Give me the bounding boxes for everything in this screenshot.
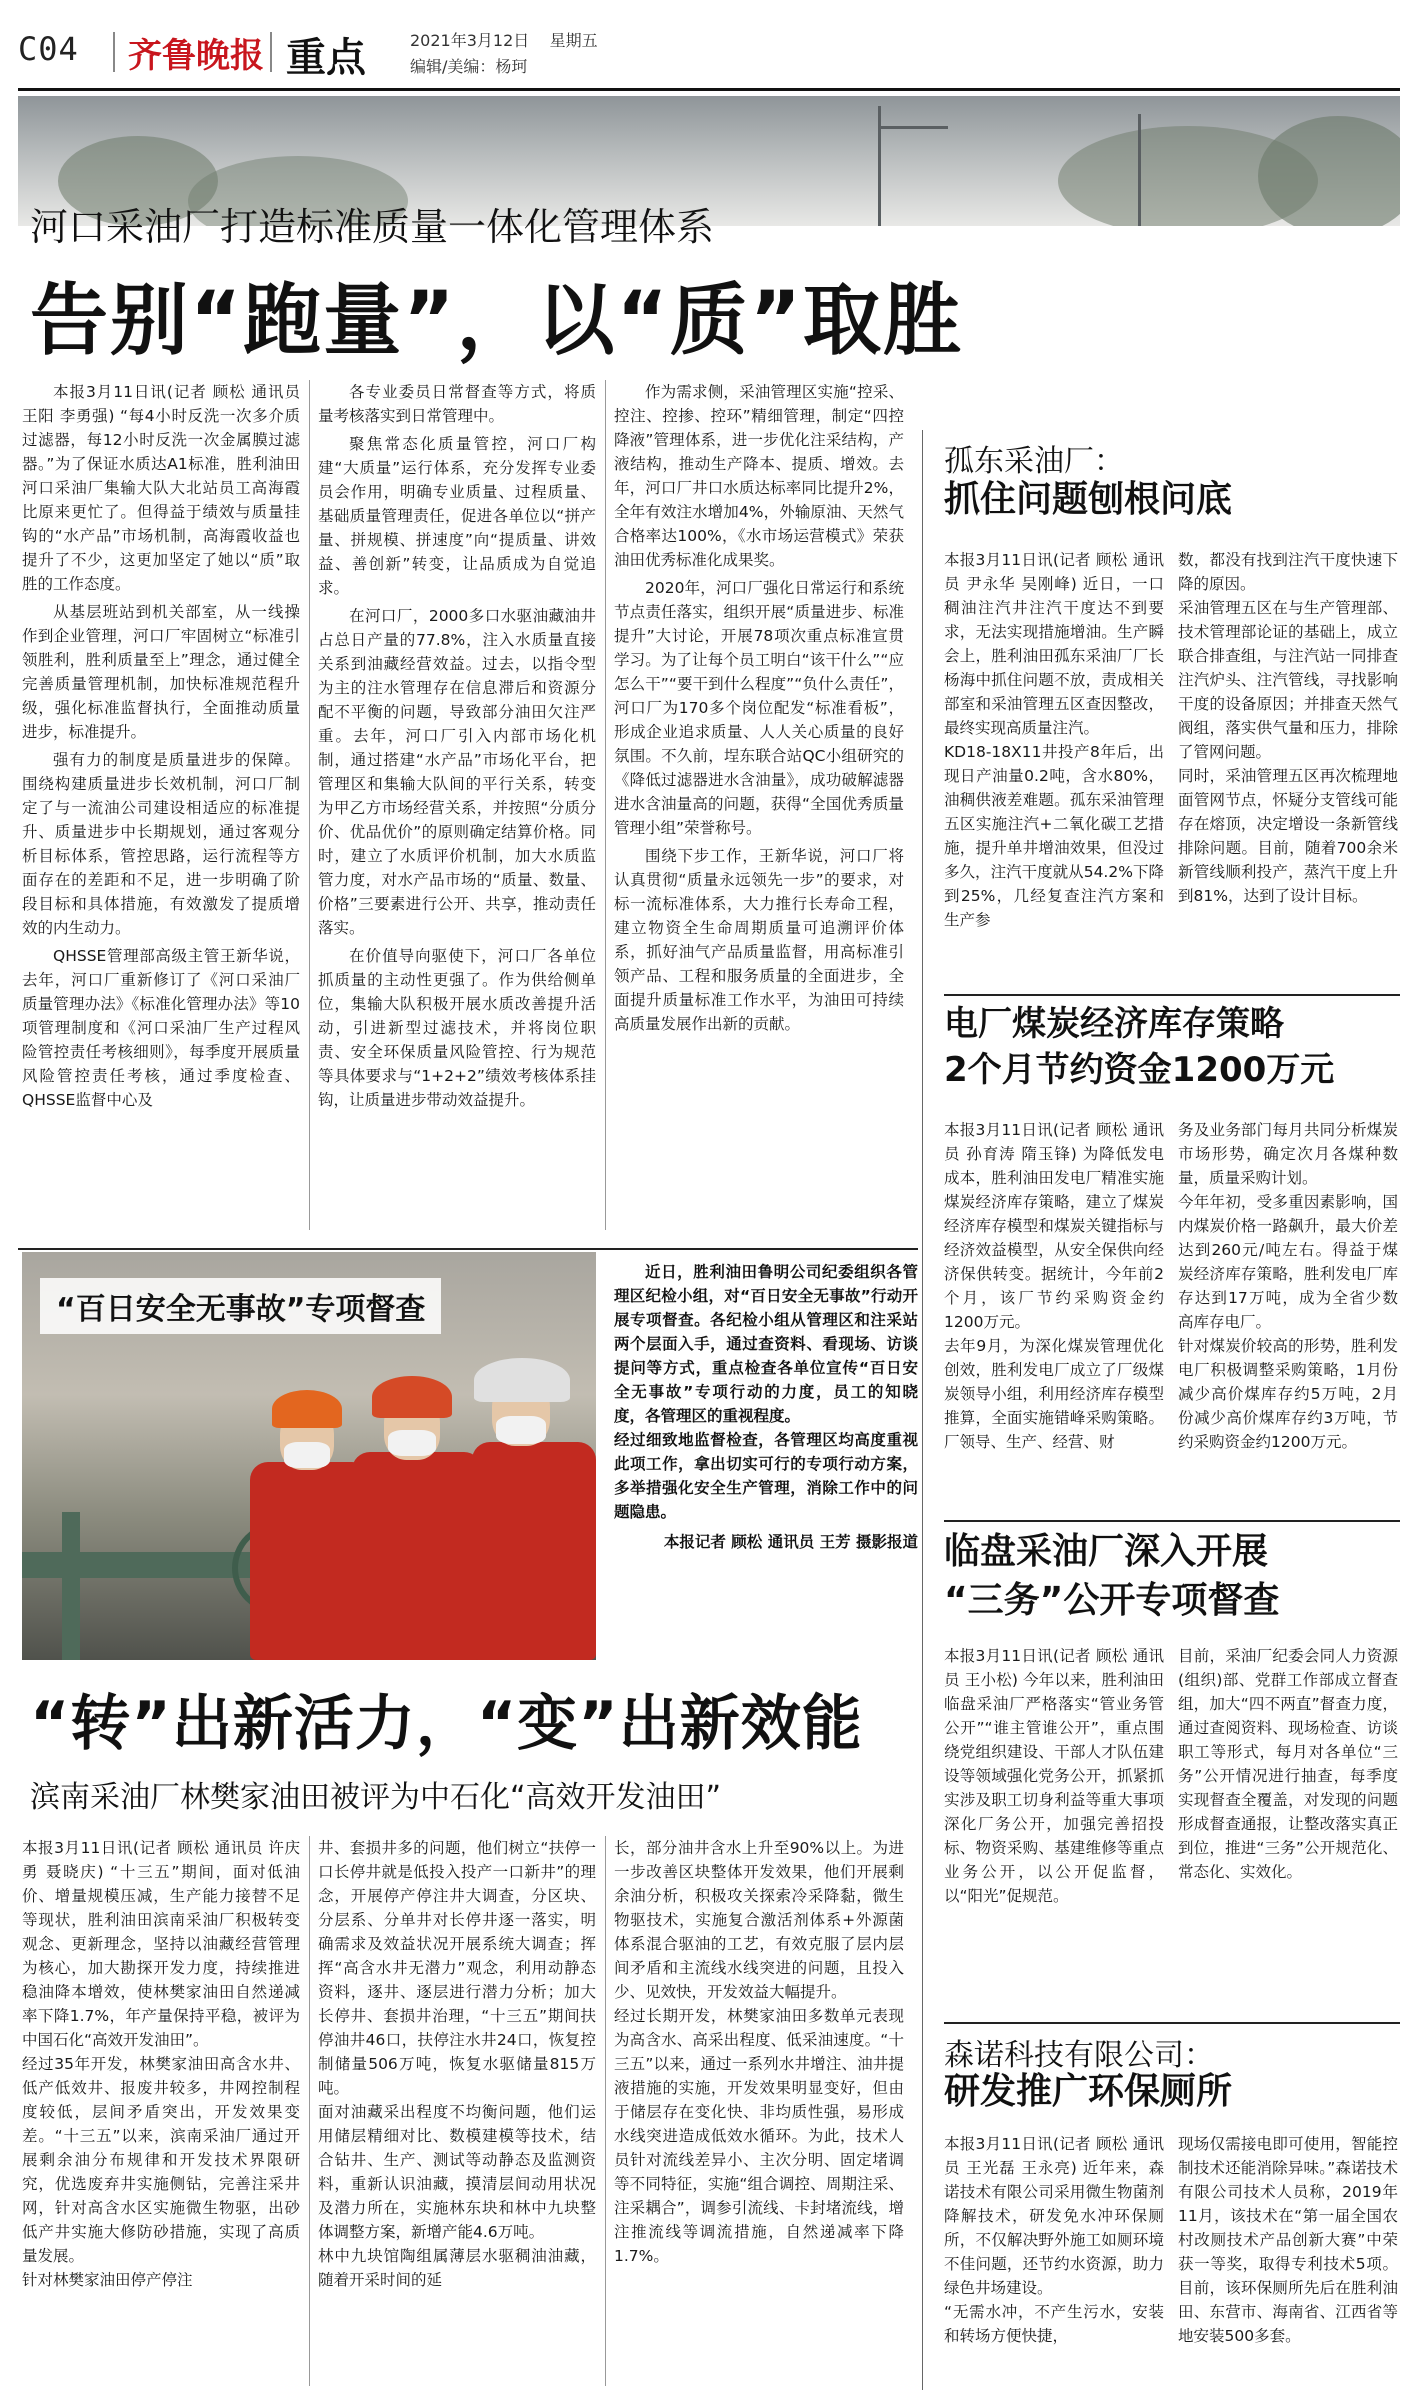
lead-column-1 — [22, 380, 300, 1238]
column-divider — [309, 380, 310, 1230]
weekday-text: 星期五 — [549, 31, 598, 50]
lead-paragraph: 聚焦常态化质量管控，河口厂构建“大质量”运行体系，充分发挥专业委员会作用，明确专业质量、过程质量、基础质量管理责任，促进各单位以“拼产量、拼规模、拼速度”向“提质量、讲效益、善创新”转变，让品质成为自觉追求。 — [318, 435, 596, 598]
gudong-kicker: 孤东采油厂： — [944, 444, 1124, 479]
binnan-column-3: 长，部分油井含水上升至90%以上。为进一步改善区块整体开发效果，他们开展剩余油分析，积极攻关探索冷采降黏，微生物驱技术，实施复合激活剂体系+外源菌体系混合驱油的工艺，有效克服了层内层间矛盾和主流线水线突进的问题，且投入少、见效快，开发效益大幅提升。 经过长期开发，林樊家油田多数单元表现为高含水、高采出程度、低采油速度。“十三五”以来，通过一系列水井增注、油井提液措施的实施，开发效果明显变好，但由于储层存在变化快、非均质性强，易形成水线突进造成低效水循环。为此，技术人员针对流线差异小、主次分明、固定堵调等不同特征，实施“组合调控、周期注采、注采耦合”，调参引流线、卡封堵流线，增注推流线等调流措施，自然递减率下降1.7%。 — [614, 1839, 904, 2266]
lead-headline: 告别“跑量”，以“质”取胜 — [30, 276, 964, 366]
section-name: 重点 — [286, 35, 366, 81]
column-divider — [309, 1836, 310, 2386]
power-title: 电厂煤炭经济库存策略 2个月节约资金1200万元 — [944, 1004, 1335, 1090]
lead-column-2 — [318, 380, 596, 1238]
sennuo-column-a: 本报3月11日讯(记者 顾松 通讯员 王光磊 王永亮) 近年来，森诺技术有限公司采用微生物菌剂降解技术，研发免水冲环保厕所，不仅解决野外施工如厕环境不佳问题，还节约水资源，助力绿色井场建设。 “无需水冲，不产生污水，安装和转场方便快捷， — [944, 2135, 1164, 2346]
right-rail-divider — [922, 430, 923, 2390]
masthead — [18, 24, 1398, 84]
lead-column-3 — [614, 380, 904, 1238]
section-rule — [944, 2022, 1400, 2024]
gudong-title: 抓住问题刨根问底 — [944, 479, 1233, 520]
lead-paragraph: QHSSE管理部高级主管王新华说，去年，河口厂重新修订了《河口采油厂质量管理办法》《标准化管理办法》等10项管理制度和《河口采油厂生产过程风险管控责任考核细则》，每季度开展质量风险管控责任考核，通过季度检查、QHSSE监督中心及 — [22, 947, 300, 1110]
power-column-b: 务及业务部门每月共同分析煤炭市场形势，确定次月各煤种数量，质量采购计划。 今年年初，受多重因素影响，国内煤炭价格一路飙升，最大价差达到260元/吨左右。得益于煤炭经济库存策略，胜利发电厂库存达到17万吨，成为全省少数高库存电厂。 针对煤炭价较高的形势，胜利发电厂积极调整采购策略，1月份减少高价煤库存约5万吨，2月份减少高价煤库存约3万吨，节约采购资金约1200万元。 — [1178, 1121, 1398, 1452]
lead-kicker: 河口采油厂打造标准质量一体化管理体系 — [30, 205, 715, 249]
power-column-a: 本报3月11日讯(记者 顾松 通讯员 孙育涛 隋玉锋) 为降低发电成本，胜利油田发电厂精准实施煤炭经济库存策略，建立了煤炭经济库存模型和煤炭关键指标与经济效益模型，从安全保供向经济保供转变。据统计，今年前2个月，该厂节约采购资金约1200万元。 去年9月，为深化煤炭管理优化创效，胜利发电厂成立了厂级煤炭领导小组，利用经济库存模型推算，全面实施错峰采购策略。厂领导、生产、经营、财 — [944, 1121, 1164, 1452]
date-text: 2021年3月12日 — [410, 31, 530, 50]
photo-story-paragraph: 近日，胜利油田鲁明公司纪委组织各管理区纪检小组，对“百日安全无事故”行动开展专项督查。各纪检小组从管理区和注采站两个层面入手，通过查资料、看现场、访谈提问等方式，重点检查各单位宣传“百日安全无事故”专项行动的力度，员工的知晓度，各管理区的重视程度。 经过细致地监督检查，各管理区均高度重视此项工作，拿出切实可行的专项行动方案，多举措强化安全生产管理，消除工作中的问题隐患。 — [614, 1263, 918, 1522]
column-divider — [605, 380, 606, 1230]
binnan-subtitle: 滨南采油厂林樊家油田被评为中石化“高效开发油田” — [30, 1780, 722, 1815]
binnan-headline: “转”出新活力，“变”出新效能 — [30, 1689, 863, 1759]
sennuo-title: 研发推广环保厕所 — [944, 2071, 1233, 2112]
lead-paragraph: 作为需求侧，采油管理区实施“控采、控注、控掺、控环”精细管理，制定“四控降液”管理体系，进一步优化注采结构，产液结构，推动生产降本、提质、增效。去年，河口厂井口水质达标率同比提升2%，全年有效注水增加4%，外输原油、天然气合格率达100%，《水市场运营模式》荣获油田优秀标准化成果奖。 — [614, 383, 904, 570]
header-rule — [18, 88, 1400, 91]
gudong-column-a: 本报3月11日讯(记者 顾松 通讯员 尹永华 吴刚峰) 近日，一口稠油注汽井注汽干度达不到要求，无法实现措施增油。生产瞬会上，胜利油田孤东采油厂厂长杨海中抓住问题不放，责成相关部室和采油管理五区查因整改，最终实现高质量注汽。 KD18-18X11井投产8年后，出现日产油量0.2吨，含水80%，油稠供液差难题。孤东采油管理五区实施注汽+二氧化碳工艺措施，提升单井增油效果，但没过多久，注汽干度就从54.2%下降到25%，几经复查注汽方案和生产参 — [944, 551, 1164, 930]
lead-paragraph: 在河口厂，2000多口水驱油藏油井占总日产量的77.8%，注入水质量直接关系到油藏经营效益。过去，以指令型为主的注水管理存在信息滞后和资源分配不平衡的问题，导致部分油田欠注严重。去年，河口厂引入内部市场化机制，通过搭建“水产品”市场化平台，把管理区和集输大队间的平行关系，转变为甲乙方市场经营关系，并按照“分质分价、优品优价”的原则确定结算价格。同时，建立了水质评价机制，加大水质监管力度，对水产品市场的“质量、数量、价格”三要素进行公开、共享，推动责任落实。 — [318, 607, 596, 938]
sennuo-column-b: 现场仅需接电即可使用，智能控制技术还能消除异味。”森诺技术有限公司技术人员称，2019年11月，该技术在“第一届全国农村改厕技术产品创新大赛”中荣获一等奖，取得专利技术5项。目前，该环保厕所先后在胜利油田、东营市、海南省、江西省等地安装500多套。 — [1178, 2135, 1398, 2346]
binnan-column-1: 本报3月11日讯(记者 顾松 通讯员 许庆勇 聂晓庆) “十三五”期间，面对低油价、增量规模压减，生产能力接替不足等现状，胜利油田滨南采油厂积极转变观念、更新理念，坚持以油藏经营管理为核心，加大勘探开发力度，持续推进稳油降本增效，使林樊家油田自然递减率下降1.7%，年产量保持平稳，被评为中国石化“高效开发油田”。 经过35年开发，林樊家油田高含水井、低产低效井、报废井较多，井网控制程度较低，层间矛盾突出，开发效果变差。“十三五”以来，滨南采油厂通过开展剩余油分布规律和开发技术界限研究，优选废弃井实施侧钻，完善注采井网，针对高含水区实施微生物驱，出砂低产井实施大修防砂措施，实现了高质量发展。 针对林樊家油田停产停注 — [22, 1839, 300, 2290]
lead-paragraph: 各专业委员日常督查等方式，将质量考核落实到日常管理中。 — [318, 383, 596, 426]
safety-inspection-photo — [22, 1252, 596, 1660]
lead-paragraph: 从基层班站到机关部室，从一线操作到企业管理，河口厂牢固树立“标准引领胜利，胜利质量至上”理念，通过健全完善质量管理机制，加快标准规范程升级，强化标准监督执行，全面推动质量进步，标准提升。 — [22, 603, 300, 742]
section-rule — [944, 1520, 1400, 1522]
photo-story-text — [614, 1260, 918, 1554]
lead-paragraph: 本报3月11日讯(记者 顾松 通讯员 王阳 李勇强) “每4小时反洗一次多介质过滤器，每12小时反洗一次金属膜过滤器。”为了保证水质达A1标准，胜利油田河口采油厂集输大队大北站员工高海霞比原来更忙了。但得益于绩效与质量挂钩的“水产品”市场机制，高海霞收益也提升了不少，这更加坚定了她以“质”取胜的工作态度。 — [22, 383, 300, 594]
issue-date — [410, 28, 598, 51]
column-divider — [605, 1836, 606, 2386]
linpan-column-a: 本报3月11日讯(记者 顾松 通讯员 王小松) 今年以来，胜利油田临盘采油厂严格落实“管业务管公开”“谁主管谁公开”，重点围绕党组织建设、干部人才队伍建设等领域强化党务公开，抓紧抓实涉及职工切身利益等重大事项深化厂务公开，加强完善招投标、物资采购、基建维修等重点业务公开，以公开促监督，以“阳光”促规范。 — [944, 1647, 1164, 1906]
header-divider — [113, 32, 115, 72]
editor-credit: 编辑/美编：杨珂 — [410, 57, 528, 76]
lead-paragraph: 2020年，河口厂强化日常运行和系统节点责任落实，组织开展“质量进步、标准提升”大讨论，开展78项次重点标准宣贯学习。为了让每个员工明白“该干什么”“应怎么干”“要干到什么程度”“负什么责任”，河口厂为170多个岗位配发“标准看板”，形成企业追求质量、人人关心质量的良好氛围。不久前，埕东联合站QC小组研究的《降低过滤器进水含油量》，成功破解滤器进水含油量高的问题，获得“全国优秀质量管理小组”荣誉称号。 — [614, 579, 904, 838]
lead-paragraph: 强有力的制度是质量进步的保障。围绕构建质量进步长效机制，河口厂制定了与一流油公司建设相适应的标准提升、质量进步中长期规划，通过客观分析目标体系，管控思路，运行流程等方面存在的差距和不足，进一步明确了阶段目标和具体措施，有效激发了提质增效的内生动力。 — [22, 751, 300, 938]
section-rule — [18, 1248, 918, 1250]
linpan-title: 临盘采油厂深入开展 “三务”公开专项督查 — [944, 1531, 1280, 1621]
header-divider — [270, 32, 272, 72]
page-number: C04 — [18, 30, 79, 68]
section-rule — [944, 994, 1400, 996]
linpan-column-b: 目前，采油厂纪委会同人力资源(组织)部、党群工作部成立督查组，加大“四不两直”督查力度，通过查阅资料、现场检查、访谈职工等形式，每月对各单位“三务”公开情况进行抽查，每季度实现督查全覆盖，对发现的问题形成督查通报，让整改落实真正到位，推进“三务”公开规范化、常态化、实效化。 — [1178, 1647, 1398, 1882]
newspaper-logo: 齐鲁晚报 — [128, 36, 264, 76]
lead-paragraph: 在价值导向驱使下，河口厂各单位抓质量的主动性更强了。作为供给侧单位，集输大队积极开展水质改善提升活动，引进新型过滤技术，并将岗位职责、安全环保质量风险管控、行为规范等具体要求与“1+2+2”绩效考核体系挂钩，让质量进步带动效益提升。 — [318, 947, 596, 1110]
photo-caption: “百日安全无事故”专项督查 — [40, 1278, 441, 1334]
lead-paragraph: 围绕下步工作，王新华说，河口厂将认真贯彻“质量永远领先一步”的要求，对标一流标准体系，大力推行长寿命工程，建立物资全生命周期质量可追溯评价体系，抓好油气产品质量监督，用高标准引领产品、工程和服务质量的全面进步，全面提升质量标准工作水平，为油田可持续高质量发展作出新的贡献。 — [614, 847, 904, 1034]
photo-byline: 本报记者 顾松 通讯员 王芳 摄影报道 — [663, 1533, 918, 1552]
sennuo-kicker: 森诺科技有限公司： — [944, 2038, 1214, 2073]
binnan-column-2: 井、套损井多的问题，他们树立“扶停一口长停井就是低投入投产一口新井”的理念，开展停产停注井大调查，分区块、分层系、分单井对长停井逐一落实，明确需求及效益状况开展系统大调查；挥挥“高含水井无潜力”观念，利用动静态资料，逐井、逐层进行潜力分析；加大长停井、套损井治理，“十三五”期间扶停油井46口，扶停注水井24口，恢复控制储量506万吨，恢复水驱储量815万吨。 面对油藏采出程度不均衡问题，他们运用储层精细对比、数模建模等技术，结合钻井、生产、测试等动静态及监测资料，重新认识油藏，摸清层间动用状况及潜力所在，实施林东块和林中九块整体调整方案，新增产能4.6万吨。 林中九块馆陶组属薄层水驱稠油油藏，随着开采时间的延 — [318, 1839, 596, 2290]
gudong-column-b: 数，都没有找到注汽干度快速下降的原因。 采油管理五区在与生产管理部、技术管理部论证的基础上，成立联合排查组，与注汽站一同排查注汽炉头、注汽管线，寻找影响干度的设备原因；并排查天然气阀组，落实供气量和压力，排除了管网问题。 同时，采油管理五区再次梳理地面管网节点，怀疑分支管线可能存在熔顶，决定增设一条新管线排除问题。目前，随着700余米新管线顺利投产，蒸汽干度上升到81%，达到了设计目标。 — [1178, 551, 1398, 906]
